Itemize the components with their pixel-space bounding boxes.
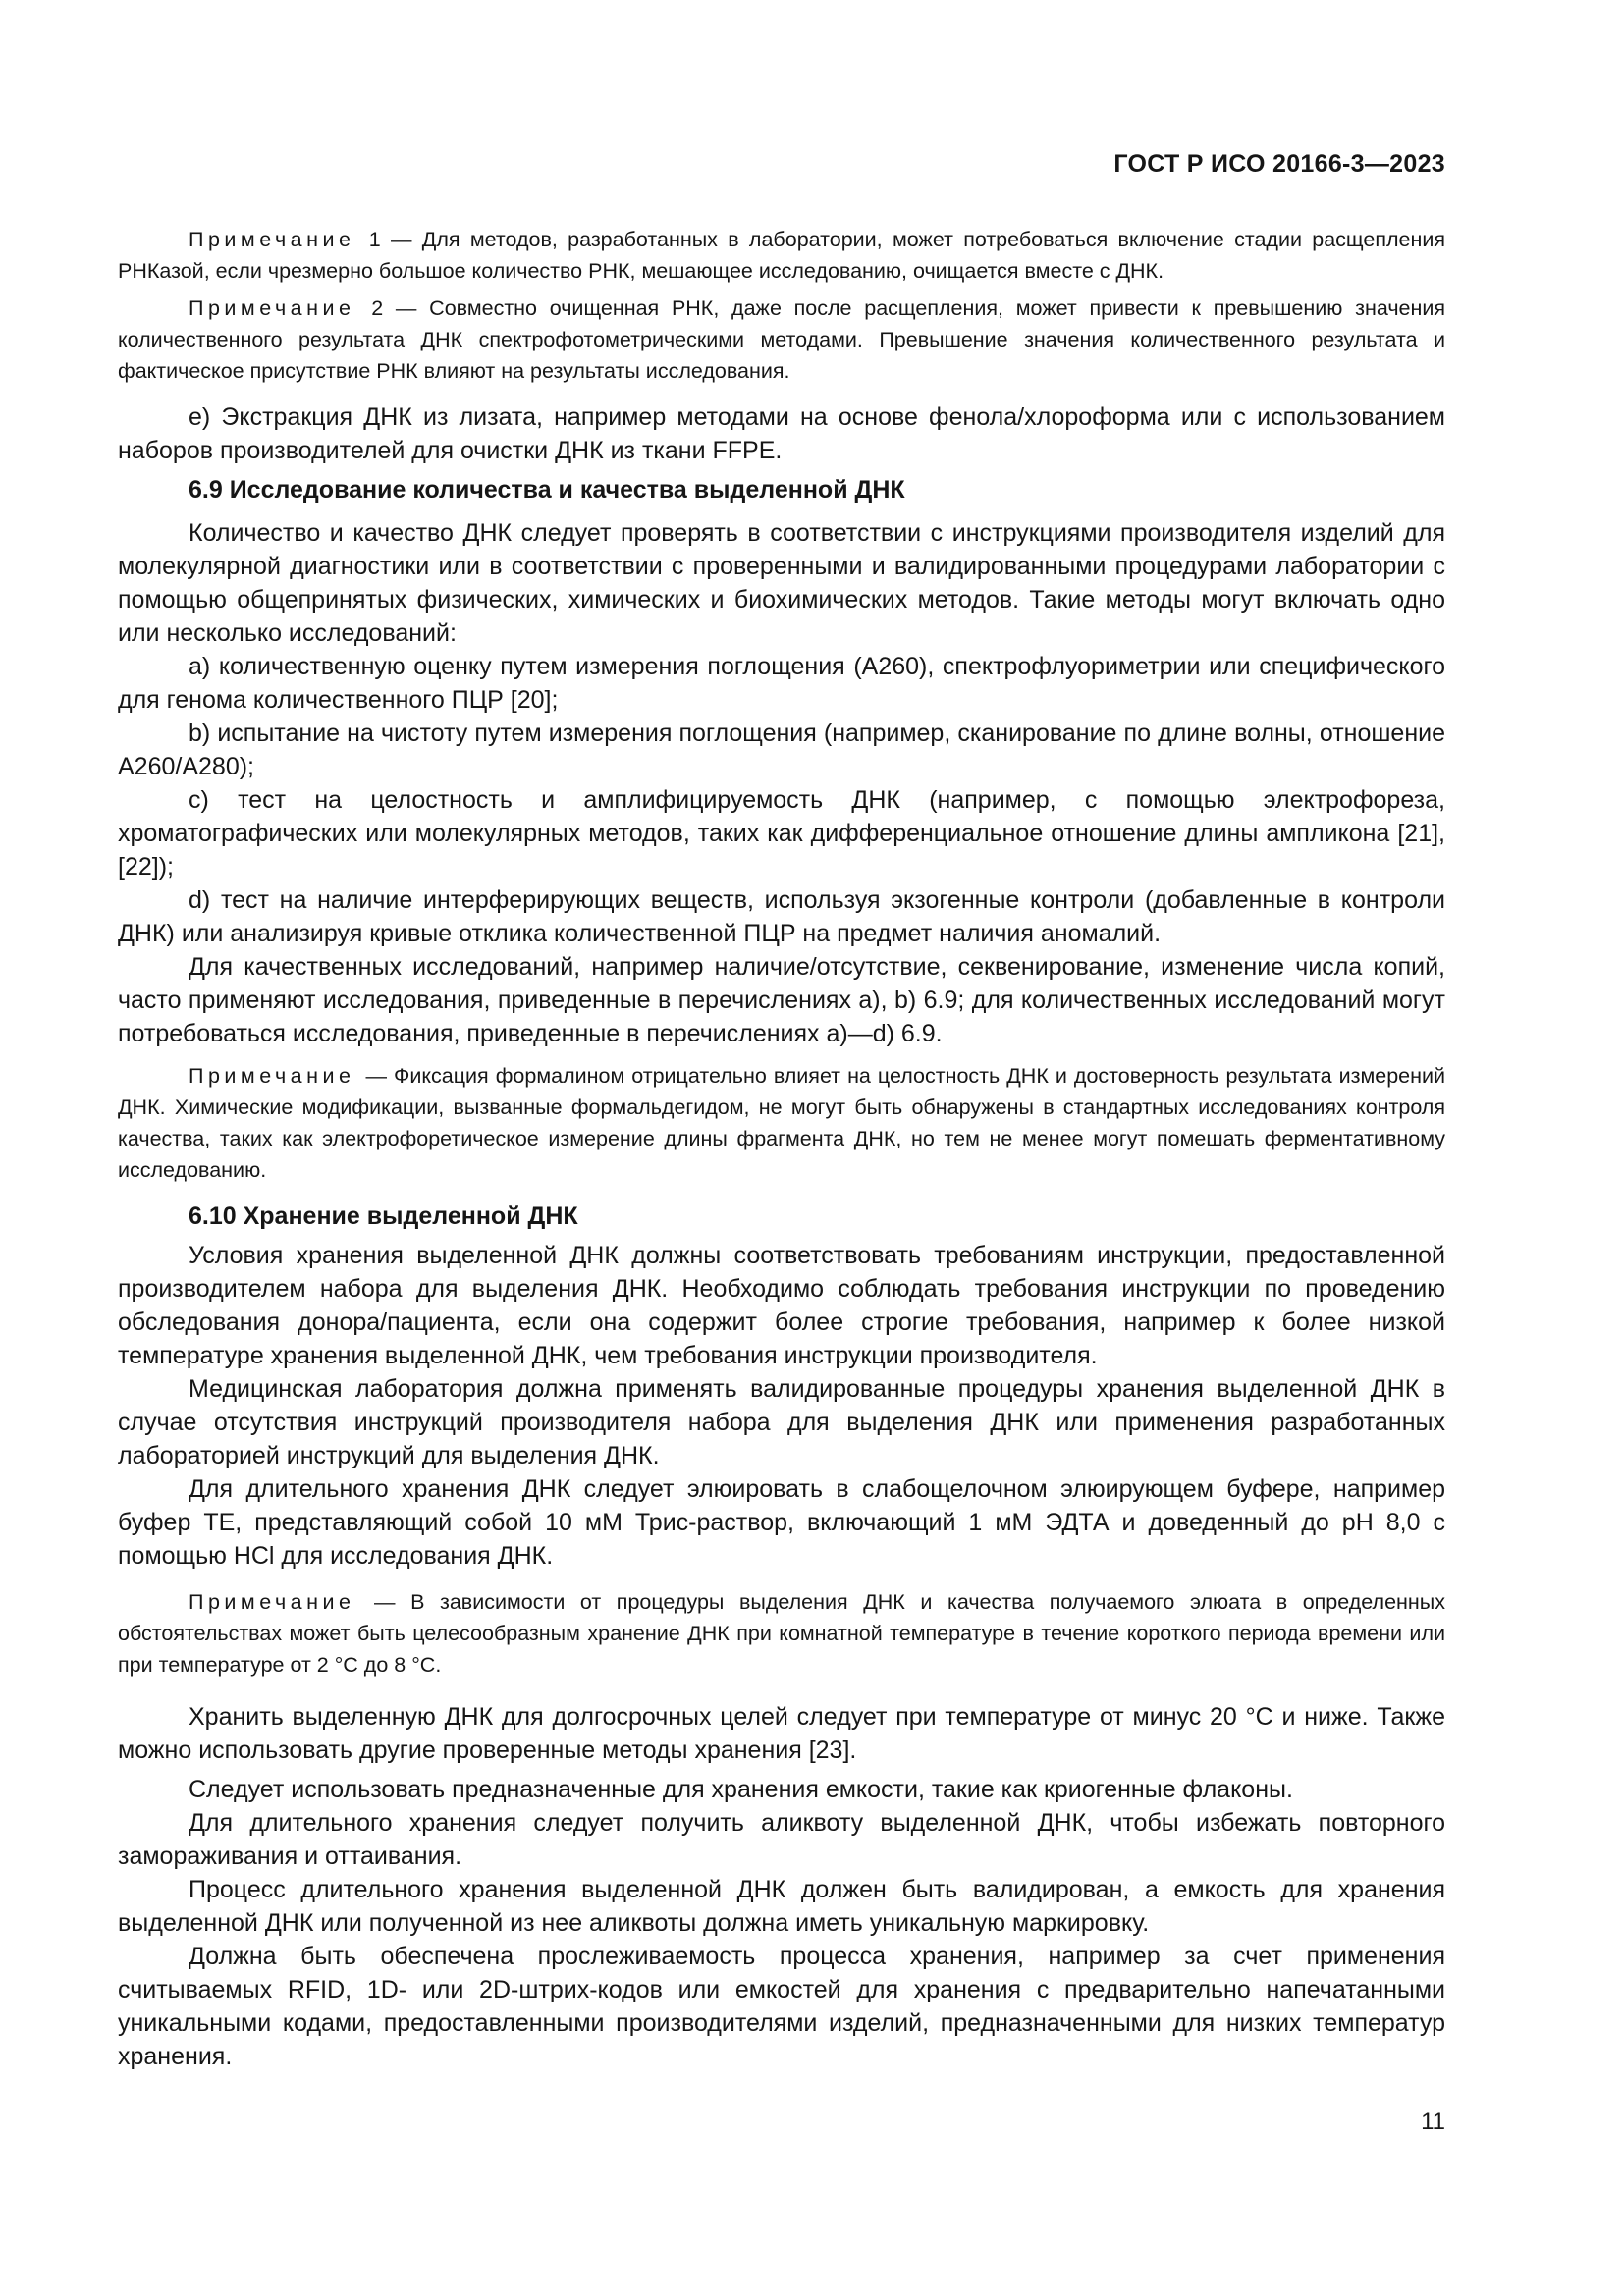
section-6-10-paragraph: Хранить выделенную ДНК для долгосрочных целей следует при температуре от минус 20 °C и ниже. Также можно использовать другие проверенные методы хранения [23]. <box>118 1703 1445 1764</box>
note-label: Примечание <box>189 1590 355 1614</box>
list-item-a: a) количественную оценку путем измерения поглощения (A260), спектрофлуориметрии или специфического для генома количественного ПЦР [20]; <box>118 653 1445 714</box>
list-item-d: d) тест на наличие интерферирующих веществ, используя экзогенные контроли (добавленные в контроли ДНК) или анализируя кривые отклика количественной ПЦР на предмет наличия аномалий. <box>118 886 1445 947</box>
section-heading-6-10: 6.10 Хранение выделенной ДНК <box>189 1202 578 1230</box>
section-6-9-intro: Количество и качество ДНК следует проверять в соответствии с инструкциями производителя изделий для молекулярной диагностики или в соответствии с проверенными и валидированными процедурами лаборатории с помощью общепринятых физических, химических и биохимических методов. Такие методы могут включать одно или несколько исследований: <box>118 519 1445 647</box>
section-6-10-paragraph: Условия хранения выделенной ДНК должны соответствовать требованиям инструкции, предоставленной производителем набора для выделения ДНК. Необходимо соблюдать требования инструкции по проведению обследования донора/пациента, если она содержит более строгие требования, например к более низкой температуре хранения выделенной ДНК, чем требования инструкции производителя. <box>118 1242 1445 1369</box>
section-6-9-summary: Для качественных исследований, например наличие/отсутствие, секвенирование, изменение числа копий, часто применяют исследования, приведенные в перечислениях a), b) 6.9; для количественных исследований могут потребоваться исследования, приведенные в перечислениях a)—d) 6.9. <box>118 953 1445 1047</box>
note-label: Примечание <box>189 228 355 251</box>
page-content <box>118 224 1445 2073</box>
list-item-c: c) тест на целостность и амплифицируемость ДНК (например, с помощью электрофореза, хроматографических или молекулярных методов, таких как дифференциальное отношение длины ампликона [21], [22]); <box>118 786 1445 881</box>
note-6-9 <box>118 1060 1445 1186</box>
note-text: — В зависимости от процедуры выделения ДНК и качества получаемого элюата в определенных обстоятельствах может быть целесообразным хранение ДНК при комнатной температуре в течение короткого периода времени или при температуре от 2 °C до 8 °C. <box>118 1590 1445 1677</box>
page-number: 11 <box>1421 2109 1445 2135</box>
section-6-10-paragraph: Для длительного хранения ДНК следует элюировать в слабощелочном элюирующем буфере, например буфер TE, представляющий собой 10 мМ Трис-раствор, включающий 1 мМ ЭДТА и доведенный до pH 8,0 с помощью HCl для исследования ДНК. <box>118 1475 1445 1570</box>
note-1 <box>118 224 1445 287</box>
note-6-10 <box>118 1586 1445 1681</box>
note-text: — Фиксация формалином отрицательно влияет на целостность ДНК и достоверность результата измерений ДНК. Химические модификации, вызванные формальдегидом, не могут быть обнаружены в стандартных исследованиях контроля качества, таких как электрофоретическое измерение длины фрагмента ДНК, но тем не менее могут помешать ферментативному исследованию. <box>118 1064 1445 1182</box>
section-6-10-paragraph: Для длительного хранения следует получить аликвоту выделенной ДНК, чтобы избежать повторного замораживания и оттаивания. <box>118 1809 1445 1870</box>
note-label: Примечание <box>189 1064 355 1088</box>
list-item-e: e) Экстракция ДНК из лизата, например методами на основе фенола/хлороформа или с использованием наборов производителей для очистки ДНК из ткани FFPE. <box>118 403 1445 464</box>
note-label: Примечание <box>189 296 355 320</box>
note-2 <box>118 293 1445 387</box>
document-code-header: ГОСТ Р ИСО 20166-3—2023 <box>1113 150 1445 178</box>
list-item-b: b) испытание на чистоту путем измерения поглощения (например, сканирование по длине волны, отношение A260/A280); <box>118 720 1445 780</box>
section-6-10-paragraph: Медицинская лаборатория должна применять валидированные процедуры хранения выделенной ДНК в случае отсутствия инструкций производителя набора для выделения ДНК или применения разработанных лабораторией инструкций для выделения ДНК. <box>118 1375 1445 1469</box>
section-heading-6-9: 6.9 Исследование количества и качества выделенной ДНК <box>189 476 905 504</box>
section-6-10-paragraph: Следует использовать предназначенные для хранения емкости, такие как криогенные флаконы. <box>189 1776 1293 1803</box>
note-text: 2 — Совместно очищенная РНК, даже после расщепления, может привести к превышению значения количественного результата ДНК спектрофотометрическими методами. Превышение значения количественного результата и фактическое присутствие РНК влияют на результаты исследования. <box>118 296 1445 383</box>
section-6-10-paragraph: Должна быть обеспечена прослеживаемость процесса хранения, например за счет применения считываемых RFID, 1D- или 2D-штрих-кодов или емкостей для хранения с предварительно напечатанными уникальными кодами, предоставленными производителями изделий, предназначенными для низких температур хранения. <box>118 1943 1445 2070</box>
section-6-10-paragraph: Процесс длительного хранения выделенной ДНК должен быть валидирован, а емкость для хранения выделенной ДНК или полученной из нее аликвоты должна иметь уникальную маркировку. <box>118 1876 1445 1937</box>
note-text: 1 — Для методов, разработанных в лаборатории, может потребоваться включение стадии расщепления РНКазой, если чрезмерно большое количество РНК, мешающее исследованию, очищается вместе с ДНК. <box>118 228 1445 283</box>
